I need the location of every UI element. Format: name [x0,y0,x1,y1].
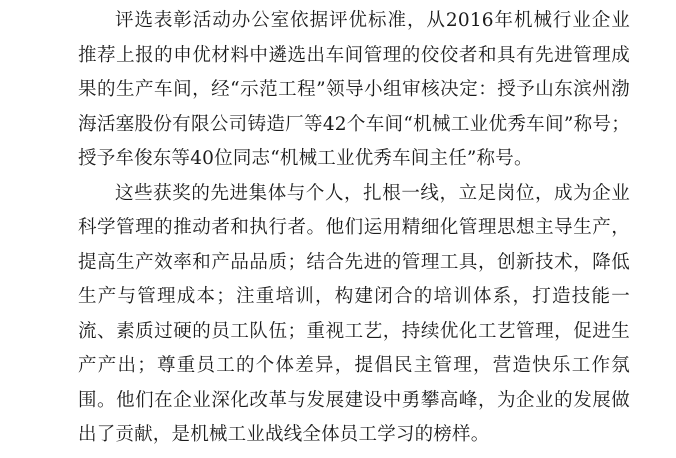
paragraph-award-winners-praise: 这些获奖的先进集体与个人，扎根一线，立足岗位，成为企业科学管理的推动者和执行者。他们运用精细化管理思想主导生产，提高生产效率和产品品质；结合先进的管理工具，创新技术，降低生产与管理成本；注重培训，构建闭合的培训体系，打造技能一流、素质过硬的员工队伍；重视工艺，持续优化工艺管理，促进生产产出；尊重员工的个体差异，提倡民主管理，营造快乐工作氛围。他们在企业深化改革与发展建设中勇攀高峰，为企业的发展做出了贡献，是机械工业战线全体员工学习的榜样。 [78,182,630,445]
paragraph-award-decision: 评选表彰活动办公室依据评优标准，从2016年机械行业企业推荐上报的申优材料中遴选出车间管理的佼佼者和具有先进管理成果的生产车间，经“示范工程”领导小组审核决定：授予山东滨州渤海活塞股份有限公司铸造厂等42个车间“机械工业优秀车间”称号；授予牟俊东等40位同志“机械工业优秀车间主任”称号。 [78,10,630,169]
